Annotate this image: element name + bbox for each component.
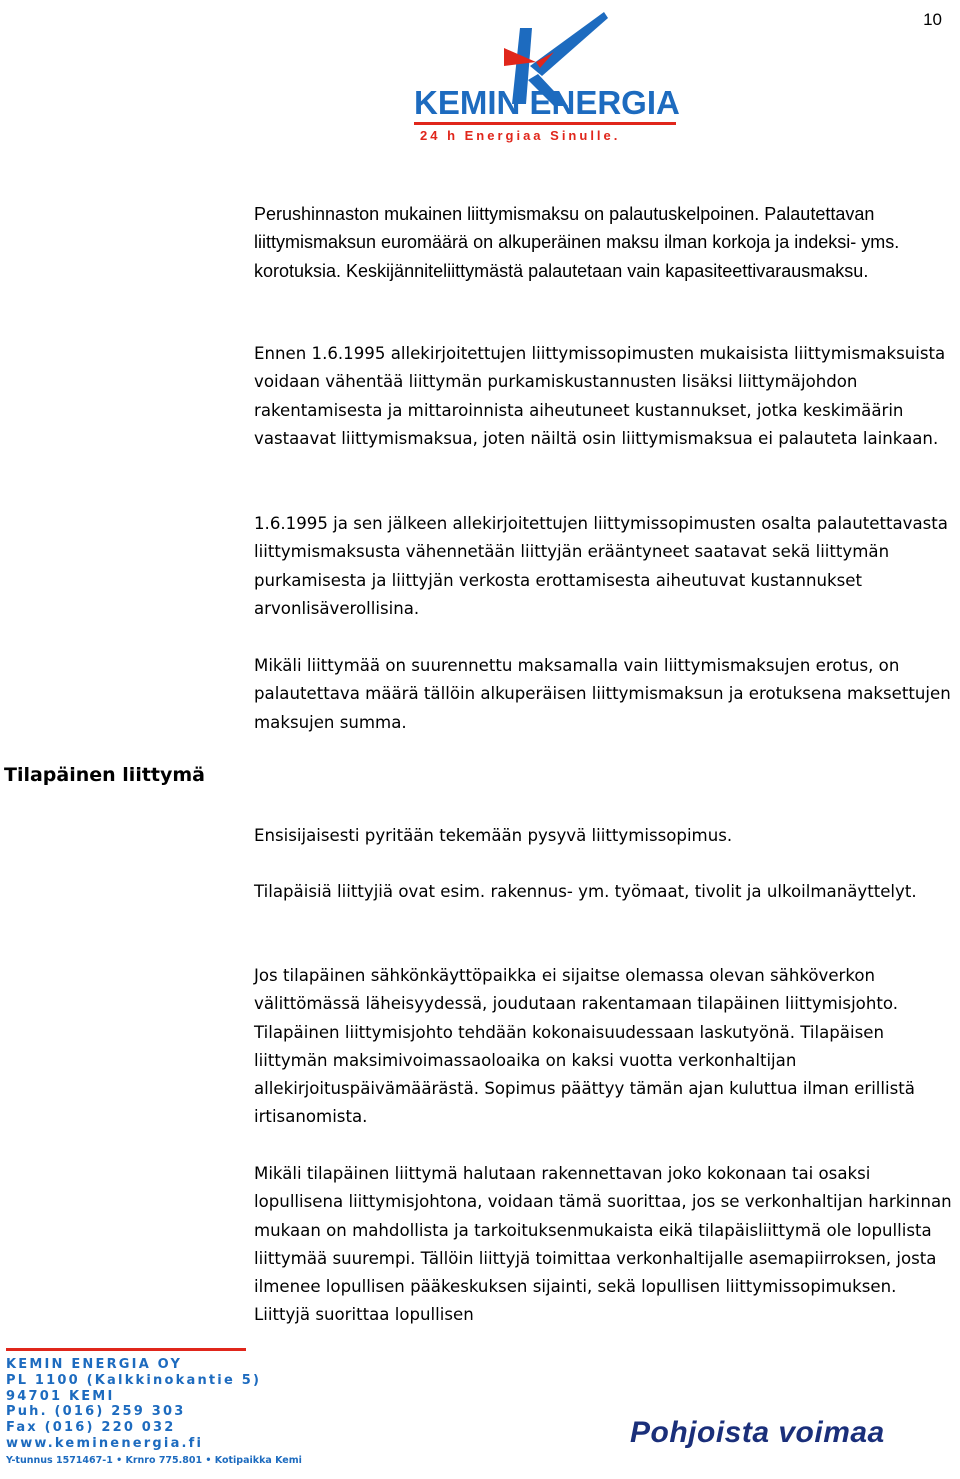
- paragraph-before-1995: Ennen 1.6.1995 allekirjoitettujen liittymissopimusten mukaisista liittymismaksuista voidaan vähentää liittymän purkamiskustannusten lisäksi liittymäjohdon rakentamisesta ja mittaroinnista aiheutuneet kustannukset, jotka keskimäärin vastaavat liittymismaksua, joten näiltä osin liittymismaksua ei palauteta lainkaan.: [254, 344, 946, 448]
- pohjoista-voimaa-logo: Pohjoista voimaa: [630, 1416, 885, 1449]
- page-number: 10: [923, 10, 942, 29]
- paragraph-enlarged-connection: Mikäli liittymää on suurennettu maksamalla vain liittymismaksujen erotus, on palautettava määrä tällöin alkuperäisen liittymismaksun ja erotuksena maksettujen maksujen summa.: [254, 656, 951, 732]
- company-footer: [6, 1348, 302, 1466]
- paragraph-refund-rules: Perushinnaston mukainen liittymismaksu on palautuskelpoinen. Palautettavan liittymismaksun euromäärä on alkuperäinen maksu ilman korkoja ja indeksi- yms. korotuksia. Keskijänniteliittymästä palautetaan vain kapasiteettivarausmaksu.: [254, 204, 900, 281]
- paragraph-temporary-examples: Tilapäisiä liittyjiä ovat esim. rakennus- ym. työmaat, tivolit ja ulkoilmanäyttelyt.: [254, 882, 917, 901]
- section-heading-temporary-connection: Tilapäinen liittymä: [4, 764, 206, 786]
- footer-registration: Y-tunnus 1571467-1 • Krnro 775.801 • Kotipaikka Kemi: [6, 1454, 302, 1466]
- footer-red-bar: [6, 1348, 246, 1351]
- footer-fax: Fax (016) 220 032: [6, 1420, 176, 1436]
- paragraph-permanent-preferred: Ensisijaisesti pyritään tekemään pysyvä liittymissopimus.: [254, 826, 733, 845]
- logo-name: KEMIN ENERGIA: [414, 84, 680, 121]
- footer-website[interactable]: www.keminenergia.fi: [6, 1435, 204, 1451]
- paragraph-final-line: Mikäli tilapäinen liittymä halutaan rakennettavan joko kokonaan tai osaksi lopullisena liittymisjohtona, voidaan tämä suorittaa, jos se verkonhaltijan harkinnan mukaan on mahdollista ja tarkoituksenmukaista eikä tilapäisliittymä ole lopullista liittymää suurempi. Tällöin liittyjä toimittaa verkonhaltijalle asemapiirroksen, josta ilmenee lopullisen pääkeskuksen sijainti, sekä lopullisen liittymissopimuksen. Liittyjä suorittaa lopullisen: [254, 1164, 952, 1325]
- logo-red-bar: [414, 122, 676, 125]
- footer-phone: Puh. (016) 259 303: [6, 1404, 186, 1420]
- paragraph-temporary-line: Jos tilapäinen sähkönkäyttöpaikka ei sijaitse olemassa olevan sähköverkon välittömässä läheisyydessä, joudutaan rakentamaan tilapäinen liittymisjohto. Tilapäinen liittymisjohto tehdään kokonaisuudessaan laskutyönä. Tilapäisen liittymän maksimivoimassaoloaika on kaksi vuotta verkonhaltijan allekirjoituspäivämäärästä. Sopimus päättyy tämän ajan kuluttua ilman erillistä irtisanomista.: [254, 966, 915, 1127]
- logo-slogan: 24 h Energiaa Sinulle.: [420, 128, 621, 143]
- paragraph-after-1995: 1.6.1995 ja sen jälkeen allekirjoitettujen liittymissopimusten osalta palautettavasta liittymismaksusta vähennetään liittyjän erääntyneet saatavat sekä liittymän purkamisesta ja liittyjän verkosta erottamisesta aiheutuvat kustannukset arvonlisäverollisina.: [254, 514, 948, 618]
- footer-postal-box: PL 1100 (Kalkkinokantie 5): [6, 1372, 262, 1388]
- footer-company-name: KEMIN ENERGIA OY: [6, 1357, 183, 1372]
- kemin-energia-logo: [408, 4, 688, 144]
- footer-city: 94701 KEMI: [6, 1388, 115, 1404]
